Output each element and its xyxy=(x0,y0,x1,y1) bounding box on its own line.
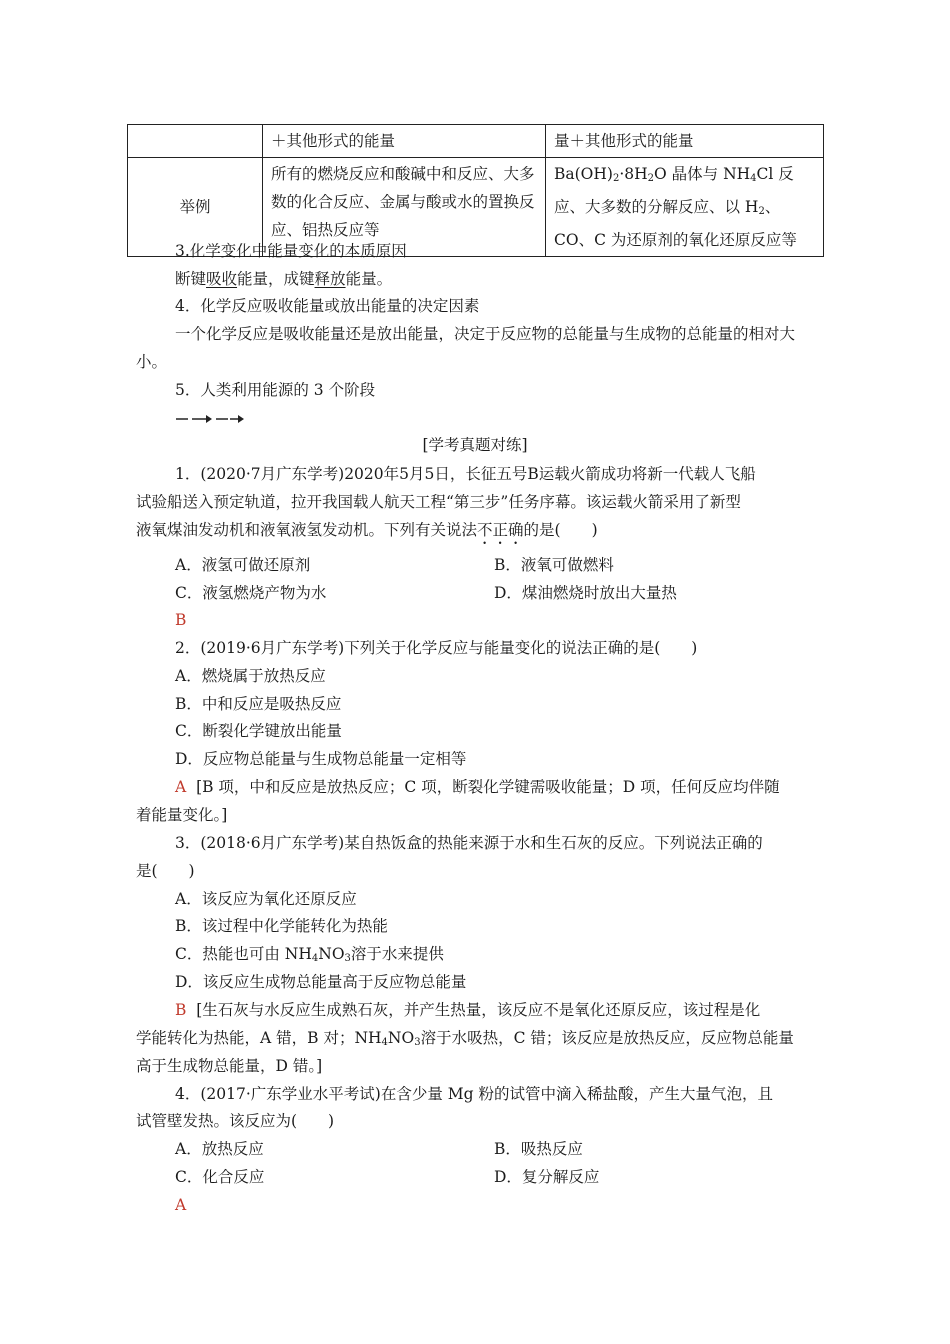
table-cell-endothermic-tail: 量＋其他形式的能量 xyxy=(546,125,824,158)
text: 溶于水吸热，C 错；该反应是放热反应，反应物总能量 xyxy=(420,1029,794,1047)
q3-option-d: D．该反应生成物总能量高于反应物总能量 xyxy=(175,973,467,991)
underlined-term-absorb: 吸收 xyxy=(206,270,238,288)
text: 的是( ) xyxy=(523,521,598,539)
q1-option-d: D．煤油燃烧时放出大量热 xyxy=(494,584,677,602)
table-cell-exothermic-examples: 所有的燃烧反应和酸碱中和反应、大多数的化合反应、金属与酸或水的置换反应、铝热反应等 xyxy=(263,158,546,257)
energy-stages-arrow-icon xyxy=(176,412,246,426)
q3-stem-line1: 3．(2018·6月广东学考)某自热饭盒的热能来源于水和生石灰的反应。下列说法正确的 xyxy=(175,834,763,852)
subscript: 2 xyxy=(612,173,620,184)
underlined-term-release: 释放 xyxy=(314,270,346,288)
q2-answer: A xyxy=(175,778,187,796)
q2-option-c: C．断裂化学键放出能量 xyxy=(175,722,342,740)
subscript: 4 xyxy=(311,953,319,964)
section4-heading: 4．化学反应吸收能量或放出能量的决定因素 xyxy=(175,297,480,315)
table-cell-exothermic-tail: ＋其他形式的能量 xyxy=(263,125,546,158)
table-cell-empty xyxy=(128,125,263,158)
subscript: 2 xyxy=(758,206,765,217)
q1-option-c: C．液氢燃烧产物为水 xyxy=(175,584,327,602)
text: C．热能也可由 NH xyxy=(175,945,312,963)
q1-stem-line1: 1．(2020·7月广东学考)2020年5月5日，长征五号B运载火箭成功将新一代载人飞船 xyxy=(175,465,756,483)
text: 、CO、C 为还原剂的氧化还原反应等 xyxy=(554,198,797,249)
q2-stem: 2．(2019·6月广东学考)下列关于化学反应与能量变化的说法正确的是( ) xyxy=(175,639,698,657)
section5-heading: 5．人类利用能源的 3 个阶段 xyxy=(175,381,376,399)
q4-option-d: D．复分解反应 xyxy=(494,1168,600,1186)
q4-option-a: A．放热反应 xyxy=(175,1140,264,1158)
q1-option-b: B．液氧可做燃料 xyxy=(494,556,614,574)
q2-answer-explanation xyxy=(175,773,855,801)
subscript: 3 xyxy=(414,1037,421,1048)
q3-option-a: A．该反应为氧化还原反应 xyxy=(175,890,357,908)
q1-answer: B xyxy=(175,611,187,629)
q3-explanation-line3: 高于生成物总能量，D 错。] xyxy=(136,1057,323,1075)
q3-answer-explanation xyxy=(175,996,855,1024)
text: NO xyxy=(387,1029,415,1047)
q1-stem-line2: 试验船送入预定轨道，拉开我国载人航天工程“第三步”任务序幕。该运载火箭采用了新型 xyxy=(136,493,741,511)
subscript: 4 xyxy=(750,173,757,184)
q4-option-c: C．化合反应 xyxy=(175,1168,265,1186)
q3-answer: B xyxy=(175,1001,187,1019)
subscript: 4 xyxy=(381,1037,388,1048)
text: 能量。 xyxy=(345,270,393,288)
practice-title: [学考真题对练] xyxy=(422,436,528,454)
q2-explanation-line2: 着能量变化。] xyxy=(136,806,228,824)
section3-body xyxy=(175,265,855,293)
table-cell-example-label: 举例 xyxy=(128,158,263,257)
text: 断键 xyxy=(175,270,207,288)
subscript: 2 xyxy=(647,173,655,184)
q1-stem-line3 xyxy=(136,516,816,548)
q3-stem-line2: 是( ) xyxy=(136,862,195,880)
text: O 晶体与 NH xyxy=(654,165,751,183)
section3-heading: 3.化学变化中能量变化的本质原因 xyxy=(175,242,407,260)
text: 能量，成键 xyxy=(237,270,315,288)
text: [生石灰与水反应生成熟石灰，并产生热量，该反应不是氧化还原反应，该过程是化 xyxy=(196,1001,761,1019)
option-a: A．液氢可做还原剂 xyxy=(175,556,311,574)
text: Cl 反应、大多数的分解反应、以 H xyxy=(554,165,794,216)
text: 溶于水来提供 xyxy=(350,945,444,963)
q2-option-a: A．燃烧属于放热反应 xyxy=(175,667,326,685)
text: 液氧煤油发动机和液氧液氢发动机。下列有关说法 xyxy=(136,521,478,539)
table-row-continued xyxy=(128,125,824,158)
q4-stem-line2: 试管壁发热。该反应为( ) xyxy=(136,1112,335,1130)
text: 学能转化为热能，A 错，B 对；NH xyxy=(136,1029,382,1047)
q4-option-b: B．吸热反应 xyxy=(494,1140,583,1158)
emphasis-not-correct: 不正确 xyxy=(477,521,524,539)
q3-option-b: B．该过程中化学能转化为热能 xyxy=(175,917,388,935)
section4-body: 一个化学反应是吸收能量还是放出能量，决定于反应物的总能量与生成物的总能量的相对大小。 xyxy=(136,325,796,371)
text: [B 项，中和反应是放热反应；C 项，断裂化学键需吸收能量；D 项，任何反应均伴随 xyxy=(196,778,780,796)
q4-answer: A xyxy=(175,1196,187,1214)
text: NO xyxy=(318,945,345,963)
text: ·8H xyxy=(619,165,648,183)
text: Ba(OH) xyxy=(554,165,613,183)
q4-stem-line1: 4．(2017·广东学业水平考试)在含少量 Mg 粉的试管中滴入稀盐酸，产生大量气泡，且 xyxy=(175,1085,773,1103)
q2-option-d: D．反应物总能量与生成物总能量一定相等 xyxy=(175,750,467,768)
subscript: 3 xyxy=(344,953,351,964)
q2-option-b: B．中和反应是吸热反应 xyxy=(175,695,342,713)
